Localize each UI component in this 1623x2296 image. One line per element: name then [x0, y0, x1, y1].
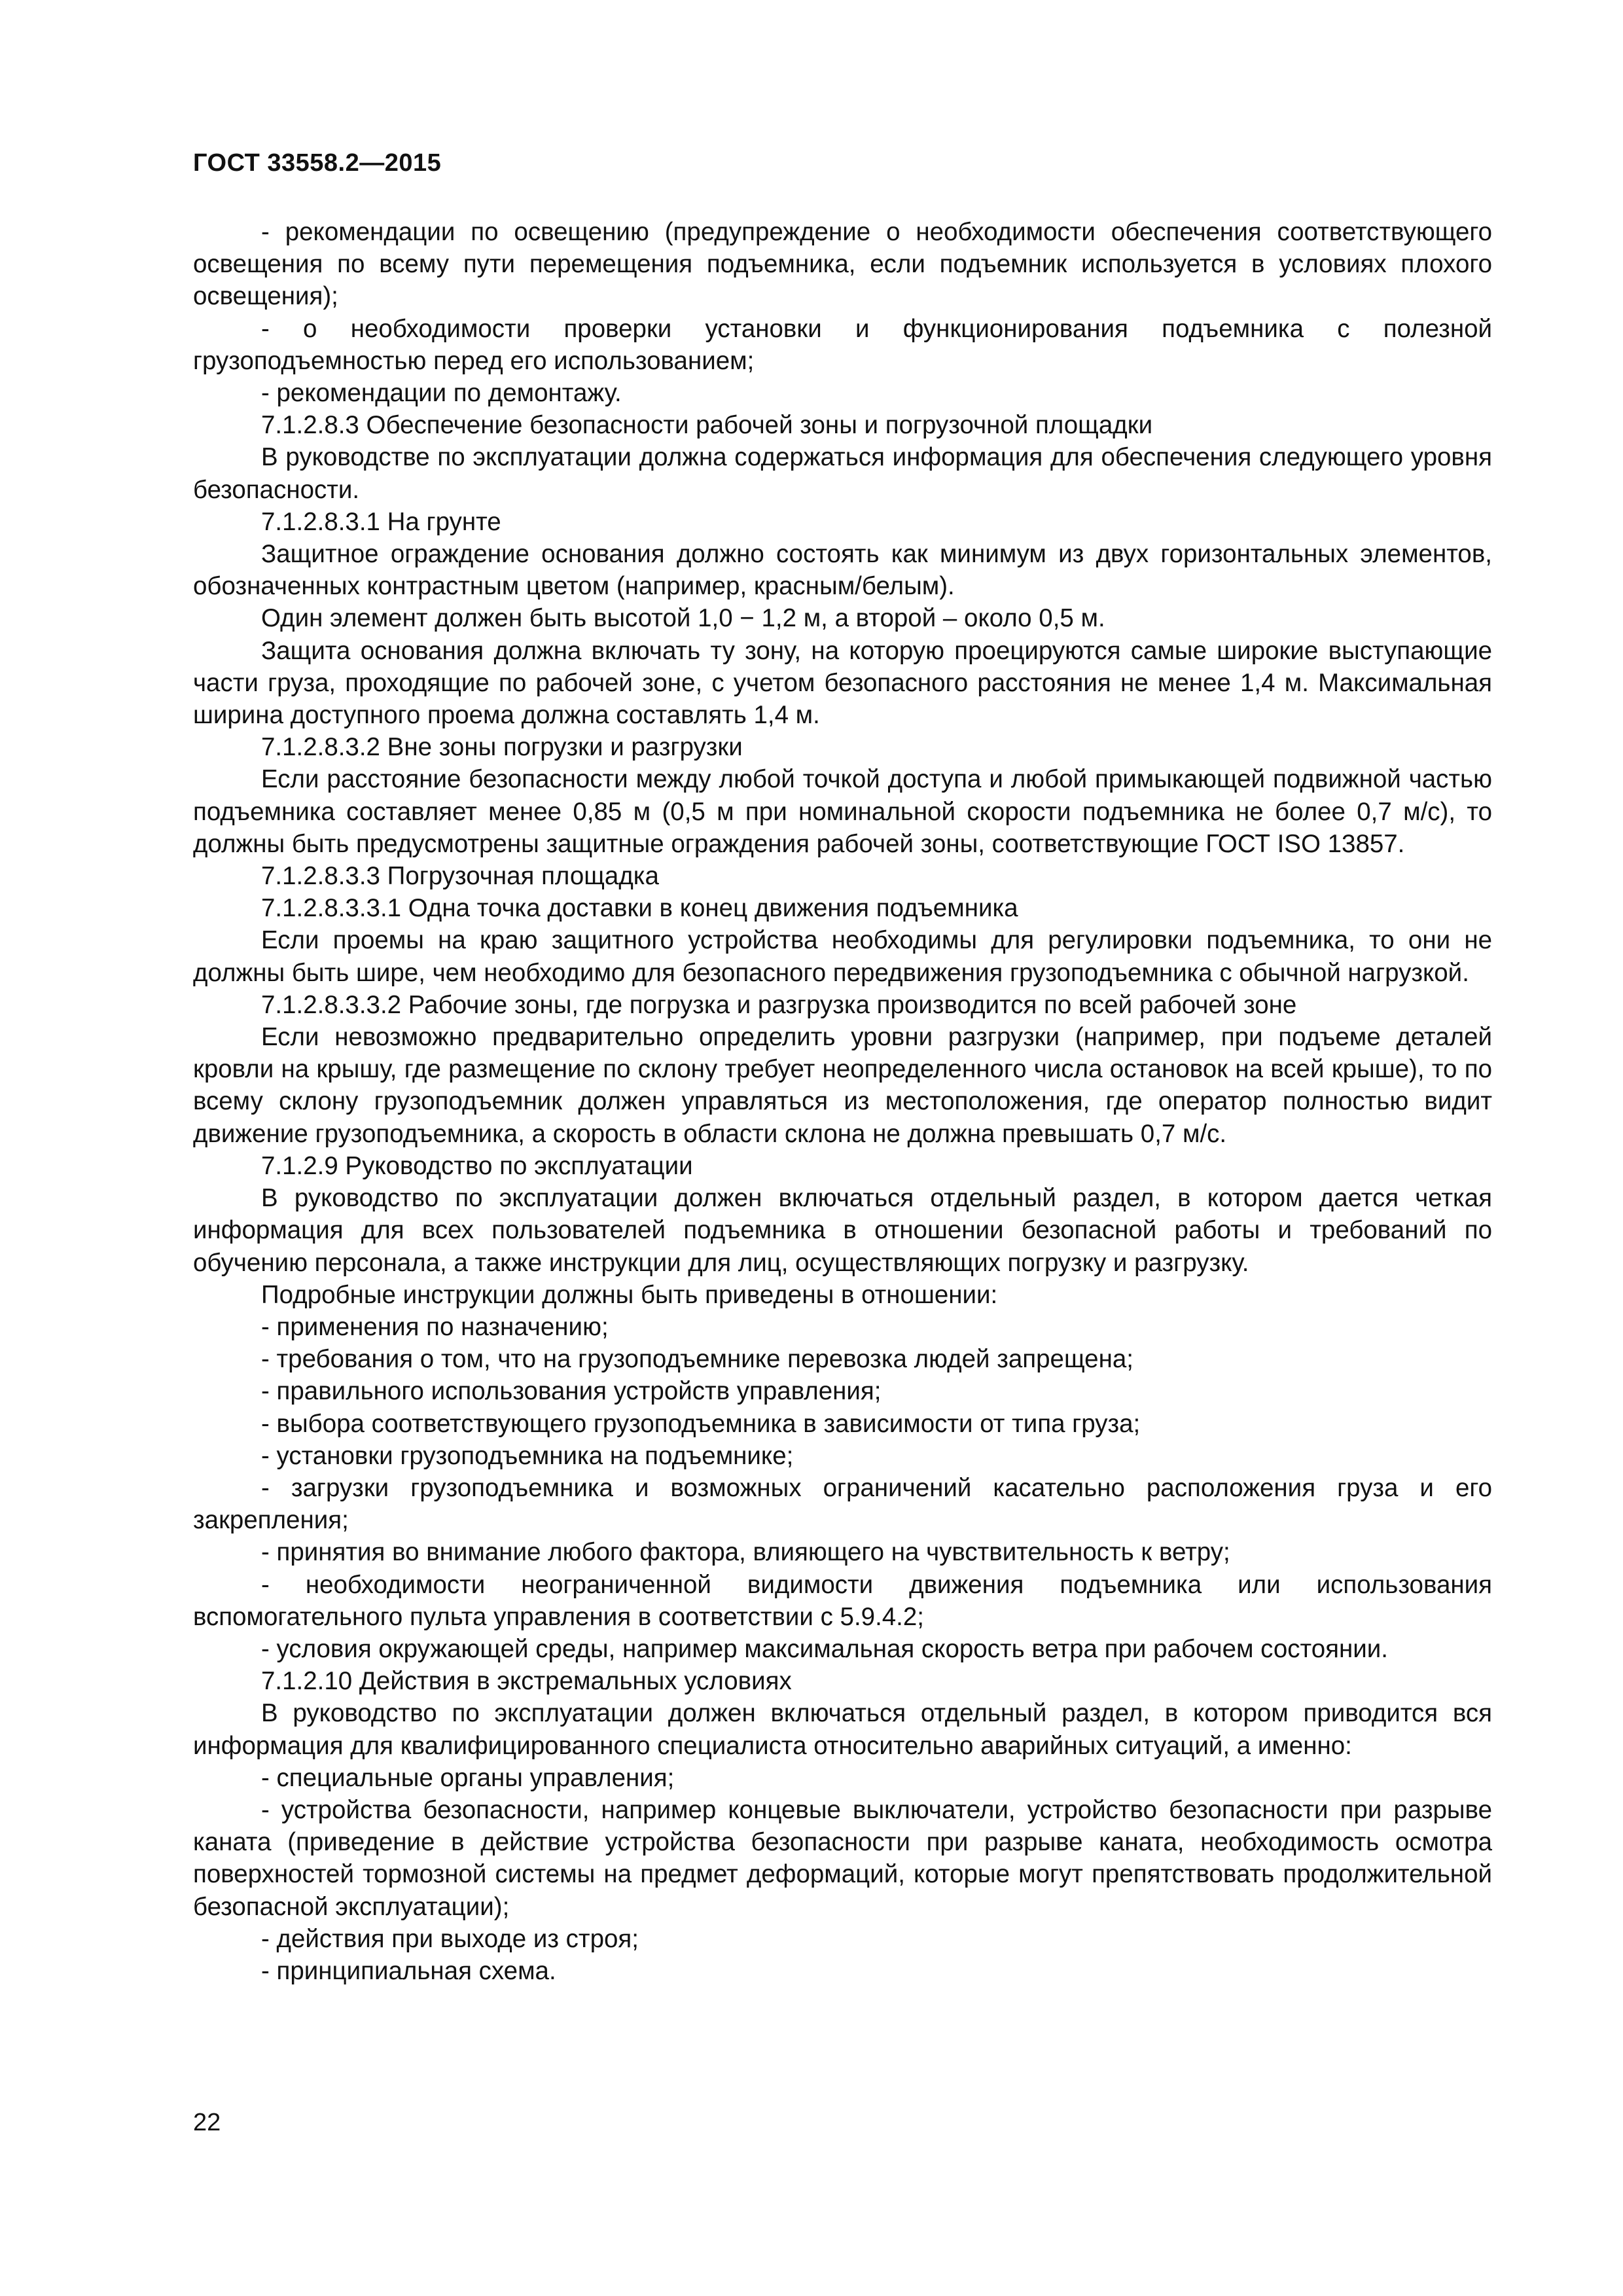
list-item-dismantling: - рекомендации по демонтажу.: [261, 379, 622, 408]
paragraph-detailed-instructions: Подробные инструкции должны быть приведены в отношении:: [261, 1280, 998, 1309]
paragraph-element-height: Один элемент должен быть высотой 1,0 − 1,2 м, а второй – около 0,5 м.: [261, 604, 1105, 633]
list-item-controls-use: - правильного использования устройств управления;: [261, 1377, 882, 1406]
list-item-intended-use: - применения по назначению;: [261, 1312, 609, 1341]
list-item-hoist-selection: - выбора соответствующего грузоподъемника в зависимости от типа груза;: [261, 1409, 1141, 1438]
list-item-wind-sensitivity: - принятия во внимание любого фактора, влияющего на чувствительность к ветру;: [261, 1538, 1230, 1567]
paragraph-safety-distance: Если расстояние безопасности между любой точкой доступа и любой примыкающей подвижной частью подъемника составляет менее 0,85 м (0,5 м при номинальной скорости подъемника не более 0,7 м/с), то должны быть предусмотрены защитные ограждения рабочей зоны, соответствующие ГОСТ ISO 13857.: [193, 765, 1492, 858]
list-item-schematic: - принципиальная схема.: [261, 1956, 556, 1985]
paragraph-unloading-levels: Если невозможно предварительно определить уровни разгрузки (например, при подъеме деталей кровли на крышу, где размещение по склону требует неопределенного числа остановок на всей крыше), то по всему склону грузоподъемник должен управляться из местоположения, где оператор полностью видит движение грузоподъемника, а скорость в области склона не должна превышать 0,7 м/с.: [193, 1023, 1492, 1148]
document-body: [193, 216, 1492, 1987]
list-item-installation-check: - о необходимости проверки установки и функционирования подъемника с полезной грузоподъемностью перед его использованием;: [193, 314, 1492, 375]
paragraph-operation-manual: В руководство по эксплуатации должен включаться отдельный раздел, в котором дается четкая информация для всех пользователей подъемника в отношении безопасной работы и требований по обучению персонала, а также инструкции для лиц, осуществляющих погрузку и разгрузку.: [193, 1184, 1492, 1277]
document-code-header: ГОСТ 33558.2—2015: [193, 149, 442, 177]
section-heading-7-1-2-10: 7.1.2.10 Действия в экстремальных условиях: [261, 1667, 792, 1696]
section-heading-7-1-2-8-3-2: 7.1.2.8.3.2 Вне зоны погрузки и разгрузки: [261, 733, 743, 762]
paragraph-emergency-section: В руководство по эксплуатации должен включаться отдельный раздел, в котором приводится вся информация для квалифицированного специалиста относительно аварийных ситуаций, а именно:: [193, 1699, 1492, 1760]
paragraph-base-protection: Защита основания должна включать ту зону, на которую проецируются самые широкие выступающие части груза, проходящие по рабочей зоне, с учетом безопасного расстояния не менее 1,4 м. Максимальная ширина доступного проема должна составлять 1,4 м.: [193, 636, 1492, 730]
section-heading-7-1-2-8-3: 7.1.2.8.3 Обеспечение безопасности рабочей зоны и погрузочной площадки: [261, 411, 1153, 440]
paragraph-openings: Если проемы на краю защитного устройства необходимы для регулировки подъемника, то они не должны быть шире, чем необходимо для безопасного передвижения грузоподъемника с обычной нагрузкой.: [193, 926, 1492, 987]
paragraph-safety-level: В руководстве по эксплуатации должна содержаться информация для обеспечения следующего уровня безопасности.: [193, 443, 1492, 504]
section-heading-7-1-2-8-3-3-2: 7.1.2.8.3.3.2 Рабочие зоны, где погрузка и разгрузка производится по всей рабочей зоне: [261, 990, 1297, 1019]
section-heading-7-1-2-8-3-3-1: 7.1.2.8.3.3.1 Одна точка доставки в конец движения подъемника: [261, 894, 1018, 923]
list-item-lighting: - рекомендации по освещению (предупреждение о необходимости обеспечения соответствующего освещения по всему пути перемещения подъемника, если подъемник используется в условиях плохого освещения);: [193, 218, 1492, 311]
paragraph-base-enclosure: Защитное ограждение основания должно состоять как минимум из двух горизонтальных элементов, обозначенных контрастным цветом (например, красным/белым).: [193, 540, 1492, 601]
list-item-safety-devices: - устройства безопасности, например концевые выключатели, устройство безопасности при разрыве каната (приведение в действие устройства безопасности при разрыве каната, необходимость осмотра поверхностей тормозной системы на предмет деформаций, которые могут препятствовать продолжительной безопасной эксплуатации);: [193, 1795, 1492, 1921]
list-item-failure-actions: - действия при выходе из строя;: [261, 1924, 639, 1953]
list-item-no-passengers: - требования о том, что на грузоподъемнике перевозка людей запрещена;: [261, 1345, 1133, 1374]
section-heading-7-1-2-8-3-1: 7.1.2.8.3.1 На грунте: [261, 507, 501, 536]
section-heading-7-1-2-8-3-3: 7.1.2.8.3.3 Погрузочная площадка: [261, 862, 659, 891]
list-item-special-controls: - специальные органы управления;: [261, 1763, 675, 1792]
page-number: 22: [193, 2109, 221, 2136]
section-heading-7-1-2-9: 7.1.2.9 Руководство по эксплуатации: [261, 1151, 693, 1180]
list-item-loading: - загрузки грузоподъемника и возможных ограничений касательно расположения груза и его закрепления;: [193, 1473, 1492, 1535]
list-item-hoist-installation: - установки грузоподъемника на подъемнике;: [261, 1441, 794, 1470]
list-item-environment: - условия окружающей среды, например максимальная скорость ветра при рабочем состоянии.: [261, 1634, 1388, 1663]
list-item-visibility: - необходимости неограниченной видимости движения подъемника или использования вспомогательного пульта управления в соответствии с 5.9.4.2;: [193, 1570, 1492, 1631]
